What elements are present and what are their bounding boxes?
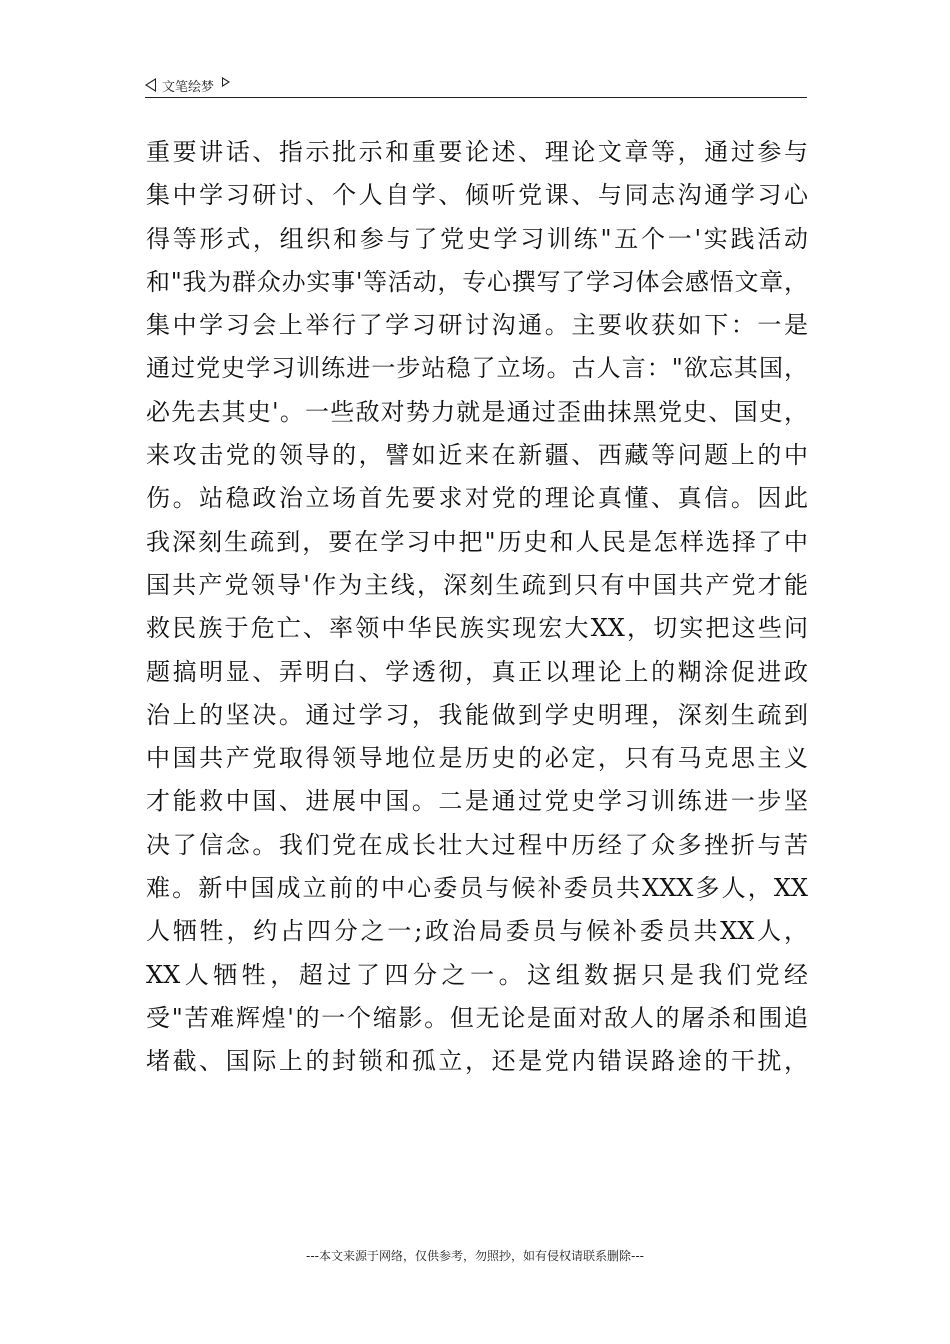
body-line: 来攻击党的领导的，譬如近来在新疆、西藏等问题上的中 xyxy=(146,441,808,470)
body-line: XX人牺牲，超过了四分之一。这组数据只是我们党经 xyxy=(146,960,808,989)
body-line: 人牺牲，约占四分之一;政治局委员与候补委员共XX人， xyxy=(146,917,808,946)
header-divider xyxy=(145,97,807,98)
triangle-right-outline-icon xyxy=(222,77,230,87)
body-line: 集中学习研讨、个人自学、倾听党课、与同志沟通学习心 xyxy=(146,181,808,210)
body-line: 重要讲话、指示批示和重要论述、理论文章等，通过参与 xyxy=(146,138,808,166)
body-line: 和"我为群众办实事'等活动，专心撰写了学习体会感悟文章， xyxy=(146,267,808,296)
body-line: 必先去其史'。一些敌对势力就是通过歪曲抹黑党史、国史， xyxy=(146,397,808,426)
body-line: 受"苦难辉煌'的一个缩影。但无论是面对敌人的屠杀和围追 xyxy=(146,1003,808,1032)
body-line: 通过党史学习训练进一步站稳了立场。古人言："欲忘其国， xyxy=(146,354,808,383)
body-line: 才能救中国、进展中国。二是通过党史学习训练进一步坚 xyxy=(146,787,808,816)
header-title: 文笔绘梦 xyxy=(162,79,215,95)
triangle-left-outline-icon xyxy=(145,78,156,92)
body-line: 我深刻生疏到，要在学习中把"历史和人民是怎样选择了中 xyxy=(146,527,808,556)
body-line: 题搞明显、弄明白、学透彻，真正以理论上的糊涂促进政 xyxy=(146,657,808,686)
body-line: 难。新中国成立前的中心委员与候补委员共XXX多人，XX xyxy=(146,874,808,903)
body-line: 得等形式，组织和参与了党史学习训练"五个一'实践活动 xyxy=(146,224,808,253)
document-body xyxy=(146,131,808,1084)
body-line: 治上的坚决。通过学习，我能做到学史明理，深刻生疏到 xyxy=(146,700,808,729)
body-line: 决了信念。我们党在成长壮大过程中历经了众多挫折与苦 xyxy=(146,830,808,859)
body-line: 国共产党领导'作为主线，深刻生疏到只有中国共产党才能 xyxy=(146,570,808,599)
body-line: 集中学习会上举行了学习研讨沟通。主要收获如下：一是 xyxy=(146,311,808,340)
page-footer-disclaimer: ---本文来源于网络，仅供参考，勿照抄，如有侵权请联系删除--- xyxy=(306,1249,644,1263)
body-line: 堵截、国际上的封锁和孤立，还是党内错误路途的干扰， xyxy=(146,1047,808,1076)
body-line: 中国共产党取得领导地位是历史的必定，只有马克思主义 xyxy=(146,744,808,773)
page-header xyxy=(145,74,807,96)
body-line: 救民族于危亡、率领中华民族实现宏大XX，切实把这些问 xyxy=(146,614,808,643)
body-line: 伤。站稳政治立场首先要求对党的理论真懂、真信。因此 xyxy=(146,484,808,513)
